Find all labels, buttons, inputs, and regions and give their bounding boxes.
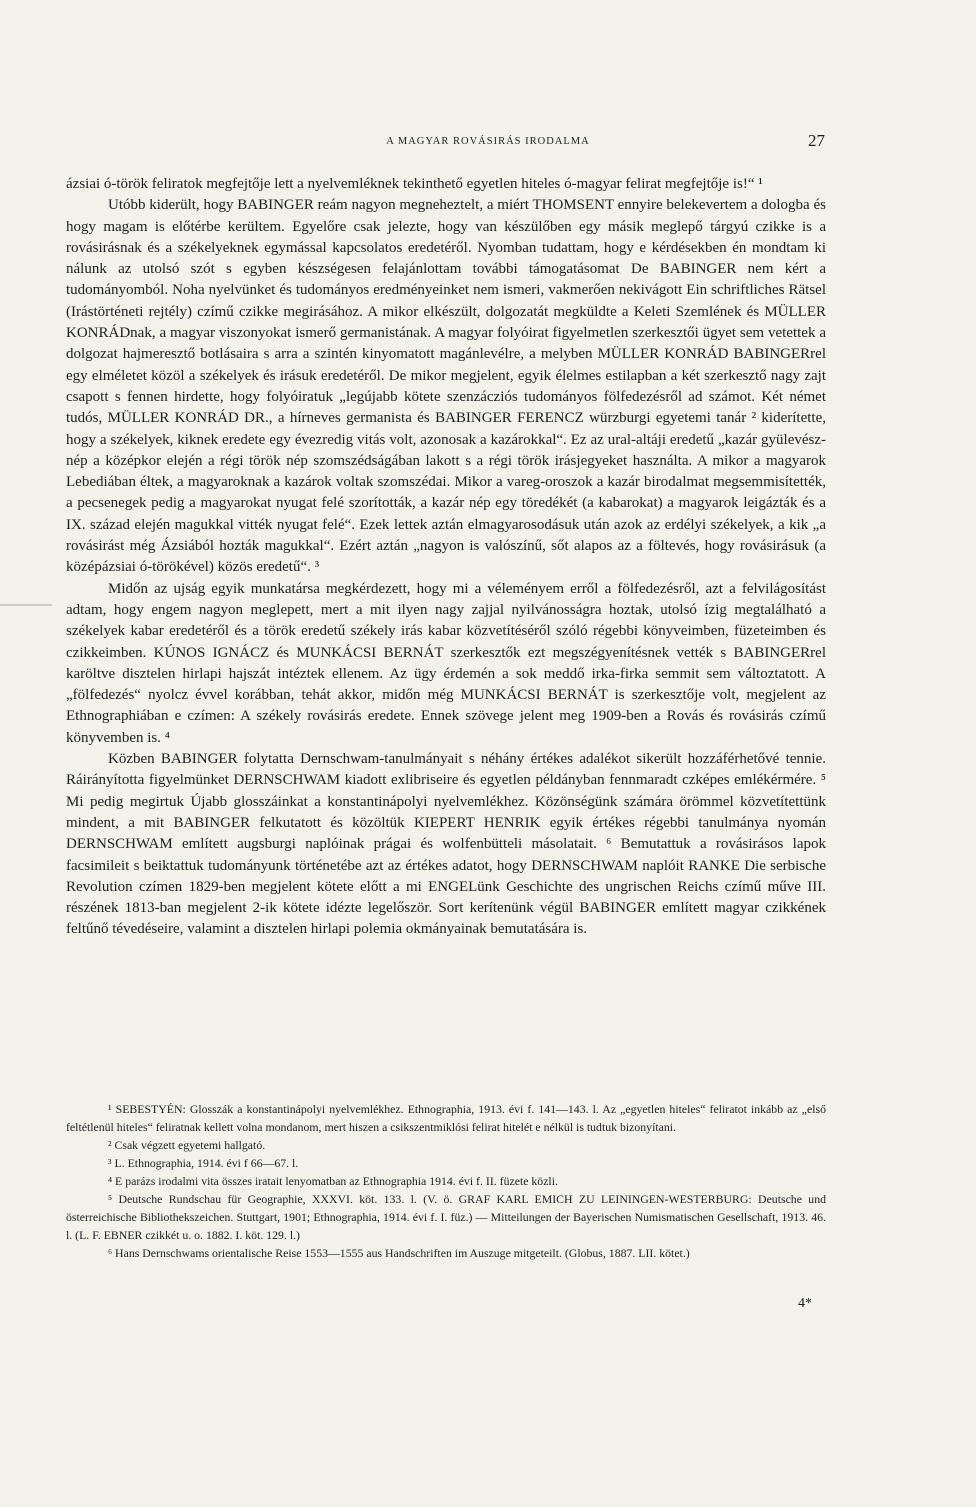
paragraph-newspaper-interview: Midőn az ujság egyik munkatársa megkérdezett, hogy mi a véleményem erről a fölfedezésről, azt a felvilágosítást adtam, hogy engem nagyon meglepett, mert a mit ilyen nagy zajjal nyilvánosságra hoztak, utolsó ízig megtalálható a székelyek kabar eredetéről és a török eredetű székely irás kabar közvetítéséről szóló régebbi könyveimben, füzeteimben és czikkeimben. KÚNOS IGNÁCZ és MUNKÁCSI BERNÁT szerkesztők ezt megszégyenítésnek vették s BABINGERrel karöltve disztelen hirlapi hajszát intéztek ellenem. Az ügy érdemén a sok meddő irka-firka semmit sem változtatott. A „fölfedezés“ nyolcz évvel korábban, tehát akkor, midőn még MUNKÁCSI BERNÁT is szerkesztője volt, megjelent az Ethnographiában e czímen: A székely rovásirás eredete. Ennek szövege jelent meg 1909-ben a Rovás és rovásirás czímű könyvemben is. ⁴: [66, 580, 826, 746]
footnote-6: ⁶ Hans Dernschwams orientalische Reise 1553—1555 aus Handschriften im Auszuge mitgeteilt. (Globus, 1887. LII. kötet.): [108, 1246, 690, 1260]
footnote-4: ⁴ E parázs irodalmi vita összes iratait lenyomatban az Ethnographia 1914. évi f. II. füzete közli.: [108, 1174, 558, 1188]
footnotes: [66, 1100, 826, 1262]
footnote-1: ¹ SEBESTYÉN: Glosszák a konstantinápolyi nyelvemlékhez. Ethnographia, 1913. évi f. 141—143. l. Az „egyetlen hiteles“ feliratot inkább az „első feltétlenül hiteles“ feliratnak kellett volna mondanom, mert hiszen a csikszentmiklósi felirat hitelét e nélkül is tudtuk bizonyítani.: [66, 1102, 826, 1134]
margin-mark: [0, 604, 52, 606]
running-title: A MAGYAR ROVÁSIRÁS IRODALMA: [386, 136, 590, 147]
footnote-5: ⁵ Deutsche Rundschau für Geographie, XXXVI. köt. 133. l. (V. ö. GRAF KARL EMICH ZU LEININGEN-WESTERBURG: Deutsche und österreichische Bibliothekszeichen. Stuttgart, 1901; Ethnographia, 1914. évi f. I. füz.) — Mitteilungen der Bayerischen Numismatischen Gesellschaft, 1913. 46. l. (L. F. EBNER czikkét u. o. 1882. I. köt. 129. l.): [66, 1192, 826, 1242]
footnote-2: ² Csak végzett egyetemi hallgató.: [108, 1138, 266, 1152]
paragraph-babinger-article: Utóbb kiderült, hogy BABINGER reám nagyon megneheztelt, a miért THOMSENT ennyire belekevertem a dologba és hogy magam is előtérbe kerültem. Egyelőre csak jelezte, hogy van készülőben egy másik meglepő tárgyú czikke is a rovásirásnak és a székelyeknek egymással kapcsolatos eredetéről. Nyomban tudattam, hogy e kérdésekben én mondtam ki nálunk az utolsó szót s egyben készségesen felajánlottam további támogatásomat De BABINGER nem kért a tudományomból. Noha nyelvünket és tudományos eredményeinket nem ismeri, vakmerően nekivágott Ein schriftliches Rätsel (Irástörténeti rejtély) czímű czikke megirásához. A mikor elkészült, dolgozatát megküldte a Keleti Szemlének és MÜLLER KONRÁDnak, a magyar viszonyokat ismerő germanistának. A magyar folyóirat figyelmetlen szerkesztői ügyet sem vetettek a dolgozat hajmeresztő botlásaira s arra a szintén kinyomatott magánlevélre, a melyben MÜLLER KONRÁD BABINGERrel egy elméletet közöl a székelyek és irásuk eredetéről. De mikor megjelent, egyik élelmes estilapban a két szerkesztő nagy zajt csapott s fennen hirdette, hogy folyóiratuk „legújabb kötete szenzácziós tudományos fölfedezésről ad számot. Két német tudós, MÜLLER KONRÁD DR., a hírneves germanista és BABINGER FERENCZ würzburgi egyetemi tanár ² kiderítette, hogy a székelyek, kiknek eredete egy évezredig vitás volt, azonosak a kazárokkal“. Ez az ural-altáji eredetű „kazár gyülevész-nép a középkor elején a régi török nép szomszédságában lakott s a régi török irásjegyeket használta. A mikor a magyarok Lebediában éltek, a magyaroknak a kazárok voltak szomszédai. Mikor a vareg-oroszok a kazár birodalmat megsemmisítették, a pecsenegek pedig a magyarokat nyugat felé szorították, a kazár nép egy töredékét (a kabarokat) a magyarok leigázták és a IX. század elején magukkal vitték nyugat felé“. Ezek lettek aztán elmagyarosodásuk után azok az erdélyi székelyek, a kik „a rovásirást még Ázsiából hozták magukkal“. Ezért aztán „nagyon is valószínű, sőt alapos az a föltevés, hogy rovásirásuk (a középázsiai ó-törökével) közös eredetű“. ³: [66, 197, 826, 576]
footnote-3: ³ L. Ethnographia, 1914. évi f 66—67. l.: [108, 1156, 299, 1170]
body-text: [66, 174, 826, 941]
paragraph-dernschwam-studies: Közben BABINGER folytatta Dernschwam-tanulmányait s néhány értékes adalékot sikerült hozzáférhetővé tennie. Ráirányította figyelmünket DERNSCHWAM kiadott exlibriseire és egyetlen példányban fennmaradt czképes emlékérmére. ⁵ Mi pedig megirtuk Újabb glosszáinkat a konstantinápolyi nyelvemlékhez. Közönségünk számára örömmel közvetítettünk mindent, a mit BABINGER felkutatott és közöltük KIEPERT HENRIK egyik értékes régebbi tanulmánya nyomán DERNSCHWAM említett augsburgi naplóinak prágai és wolfenbütteli másolatait. ⁶ Bemutattuk a rovásirásos lapok facsimileit s beiktattuk tudományunk történetébe azt az értékes adatot, hogy DERNSCHWAM naplóit RANKE Die serbische Revolution czímen 1829-ben megjelent kötete előtt a mi ENGELünk Geschichte des ungrischen Reichs czímű műve III. részének 1813-ban megjelent 2-ik kötete idézte legelőször. Sort kerítenünk végül BABINGER említett magyar czikkének feltűnő tévedéseire, valamint a disztelen hirlapi polemia okmányainak bemutatására is.: [66, 751, 826, 938]
printer-signature: 4*: [798, 1296, 812, 1311]
page-number: 27: [808, 131, 825, 150]
paragraph-continuation: ázsiai ó-török feliratok megfejtője lett a nyelvemléknek tekinthető egyetlen hiteles ó-magyar felirat megfejtője is!“ ¹: [66, 176, 763, 192]
